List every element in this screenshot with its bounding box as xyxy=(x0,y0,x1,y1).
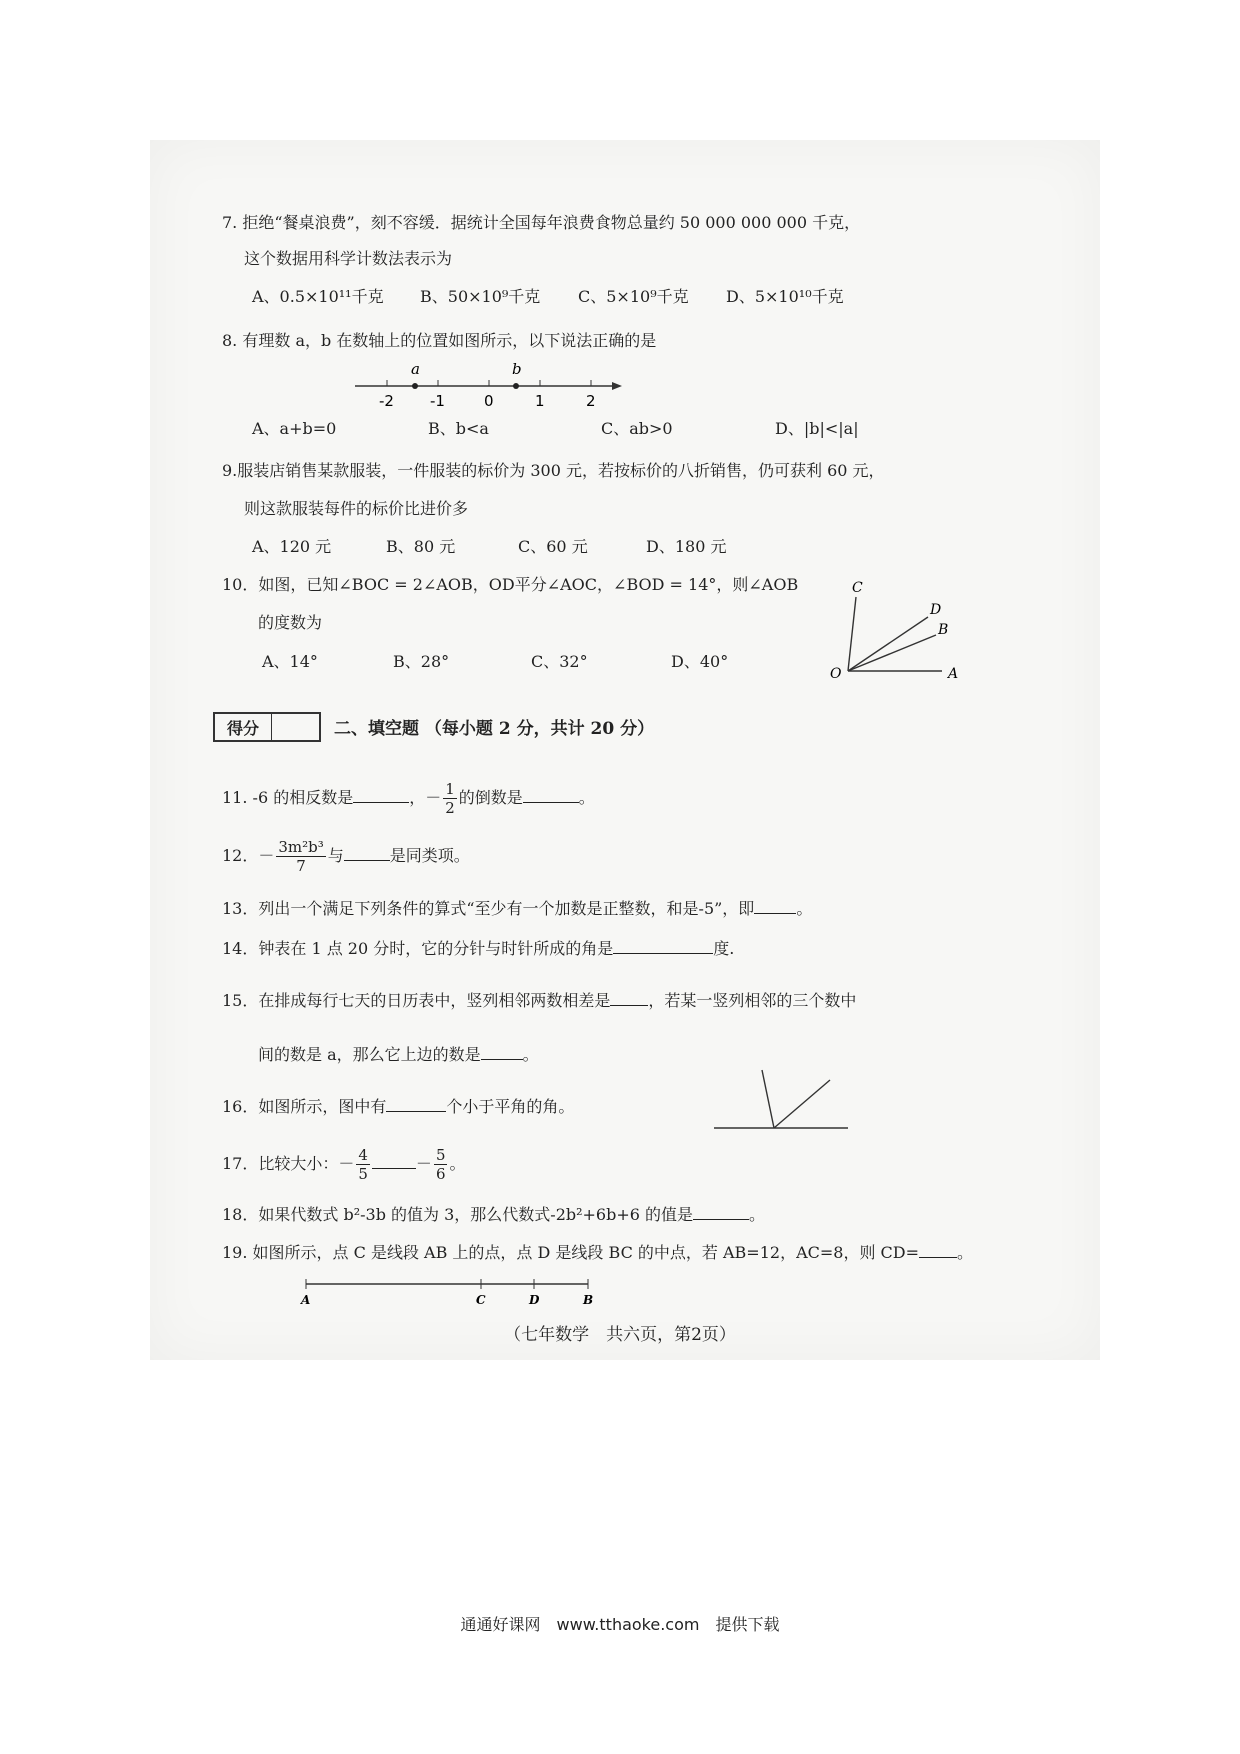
q15-text-b: ，若某一竖列相邻的三个数中 xyxy=(648,991,857,1010)
label-C: C xyxy=(852,580,863,596)
tick-label: -1 xyxy=(430,392,445,410)
score-box xyxy=(213,712,321,742)
section-title: 二、填空题 （每小题 2 分，共计 20 分） xyxy=(334,719,655,739)
q15-line2 xyxy=(258,1044,539,1066)
q14 xyxy=(222,938,734,960)
q16-text-pre: 16．如图所示，图中有 xyxy=(222,1097,387,1116)
q7-line2: 这个数据用科学计数法表示为 xyxy=(244,249,453,268)
q9-line2: 则这款服装每件的标价比进价多 xyxy=(244,499,469,518)
q17 xyxy=(222,1142,466,1186)
q18 xyxy=(222,1204,765,1226)
q12 xyxy=(222,836,470,876)
q12-blank[interactable] xyxy=(344,846,390,861)
q16-angle-figure xyxy=(712,1066,852,1132)
q13-blank[interactable] xyxy=(754,899,796,914)
q13-text: 13．列出一个满足下列条件的算式“至少有一个加数是正整数，和是-5”，即 xyxy=(222,899,755,918)
tick-label: 0 xyxy=(484,392,494,410)
q15-line1 xyxy=(222,990,856,1012)
q8-option-c: C、ab>0 xyxy=(601,419,673,438)
q8-option-d: D、|b|<|a| xyxy=(775,419,859,438)
label-B: B xyxy=(583,1293,594,1307)
tick-label: -2 xyxy=(379,392,394,410)
q18-blank[interactable] xyxy=(693,1205,749,1220)
label-A: A xyxy=(948,666,959,682)
q18-text: 18．如果代数式 b²-3b 的值为 3，那么代数式-2b²+6b+6 的值是 xyxy=(222,1205,694,1224)
q11-text-end: 。 xyxy=(578,788,595,807)
q15-blank-1[interactable] xyxy=(610,991,648,1006)
point-b-label: b xyxy=(512,360,522,378)
q8-option-a: A、a+b=0 xyxy=(252,419,337,438)
q11-blank-1[interactable] xyxy=(353,788,409,803)
q18-text-end: 。 xyxy=(749,1205,766,1224)
q10-option-a: A、14° xyxy=(262,652,318,671)
q8-option-b: B、b<a xyxy=(428,419,489,438)
q10-line2: 的度数为 xyxy=(258,613,323,632)
q17-fraction-1: $\frac{4}{5}$ xyxy=(358,1146,368,1183)
q17-text-mid: － xyxy=(415,1154,432,1173)
q17-blank[interactable] xyxy=(372,1154,416,1169)
label-A: A xyxy=(301,1293,311,1307)
q7-line1: 7. 拒绝“餐桌浪费”，刻不容缓．据统计全国每年浪费食物总量约 50 000 000 000 千克， xyxy=(222,213,861,232)
q11-text-post: 的倒数是 xyxy=(458,788,523,807)
q15-blank-2[interactable] xyxy=(481,1045,523,1060)
q9-option-b: B、80 元 xyxy=(386,537,456,556)
q19-segment-figure xyxy=(296,1274,606,1310)
q17-text-end: 。 xyxy=(449,1154,466,1173)
q8-text: 8. 有理数 a，b 在数轴上的位置如图所示，以下说法正确的是 xyxy=(222,331,657,350)
q15-text-c: 间的数是 a，那么它上边的数是 xyxy=(258,1045,481,1064)
score-field[interactable] xyxy=(272,714,319,740)
q9-line1: 9.服装店销售某款服装，一件服装的标价为 300 元，若按标价的八折销售，仍可获利 60 元， xyxy=(222,461,885,480)
q19-text: 19. 如图所示，点 C 是线段 AB 上的点，点 D 是线段 BC 的中点，若 AB=12，AC=8，则 CD= xyxy=(222,1243,920,1262)
point-a-dot xyxy=(412,383,418,389)
q12-text-pre: 12．－ xyxy=(222,846,275,865)
q10-option-c: C、32° xyxy=(531,652,588,671)
tick-label: 1 xyxy=(535,392,545,410)
q19-blank[interactable] xyxy=(919,1243,957,1258)
score-label: 得分 xyxy=(215,714,272,740)
q11-text-pre: 11. -6 的相反数是 xyxy=(222,788,354,807)
q15-text-a: 15．在排成每行七天的日历表中，竖列相邻两数相差是 xyxy=(222,991,611,1010)
q8-number-line xyxy=(350,360,630,410)
q17-fraction-2: $\frac{5}{6}$ xyxy=(435,1146,446,1183)
q16-blank[interactable] xyxy=(386,1097,446,1112)
label-O: O xyxy=(830,666,842,682)
q15-text-d: 。 xyxy=(522,1045,539,1064)
site-footer: 通通好课网 www.tthaoke.com 提供下载 xyxy=(460,1615,780,1634)
q10-option-b: B、28° xyxy=(393,652,450,671)
q14-text-end: 度. xyxy=(713,939,735,958)
q11-fraction: $\frac{1}{2}$ xyxy=(445,780,455,817)
q12-text-post: 是同类项。 xyxy=(389,846,470,865)
tick-label: 2 xyxy=(586,392,596,410)
q14-text: 14．钟表在 1 点 20 分时，它的分针与时针所成的角是 xyxy=(222,939,614,958)
q9-option-a: A、120 元 xyxy=(252,537,332,556)
q17-text-pre: 17．比较大小：－ xyxy=(222,1154,355,1173)
q12-fraction: $\frac{\text{3m²b³}}{7}$ xyxy=(278,838,324,875)
q10-line1: 10．如图，已知∠BOC = 2∠AOB，OD平分∠AOC，∠BOD = 14°，则∠AOB xyxy=(222,575,799,594)
point-b-dot xyxy=(513,383,519,389)
q19-text-end: 。 xyxy=(957,1243,974,1262)
q11 xyxy=(222,778,595,818)
q11-text-mid: ，－ xyxy=(409,788,442,807)
q7-option-b: B、50×10⁹千克 xyxy=(420,287,541,306)
label-D: D xyxy=(930,602,942,618)
q10-option-d: D、40° xyxy=(671,652,729,671)
label-C: C xyxy=(476,1293,486,1307)
q7-option-a: A、0.5×10¹¹千克 xyxy=(252,287,384,306)
q9-option-d: D、180 元 xyxy=(646,537,727,556)
q12-text-mid: 与 xyxy=(327,846,344,865)
page-footer: （七年数学 共六页，第2页） xyxy=(504,1325,736,1345)
q14-blank[interactable] xyxy=(613,939,713,954)
q9-option-c: C、60 元 xyxy=(518,537,588,556)
label-D: D xyxy=(529,1293,540,1307)
point-a-label: a xyxy=(411,360,420,378)
q19 xyxy=(222,1242,973,1264)
q11-blank-2[interactable] xyxy=(523,788,579,803)
q13-text-end: 。 xyxy=(796,899,813,918)
q10-angle-figure xyxy=(820,580,970,680)
q13 xyxy=(222,898,812,920)
q16 xyxy=(222,1096,574,1118)
q7-option-c: C、5×10⁹千克 xyxy=(578,287,689,306)
q16-text-post: 个小于平角的角。 xyxy=(446,1097,575,1116)
q7-option-d: D、5×10¹⁰千克 xyxy=(726,287,844,306)
label-B: B xyxy=(938,622,949,638)
